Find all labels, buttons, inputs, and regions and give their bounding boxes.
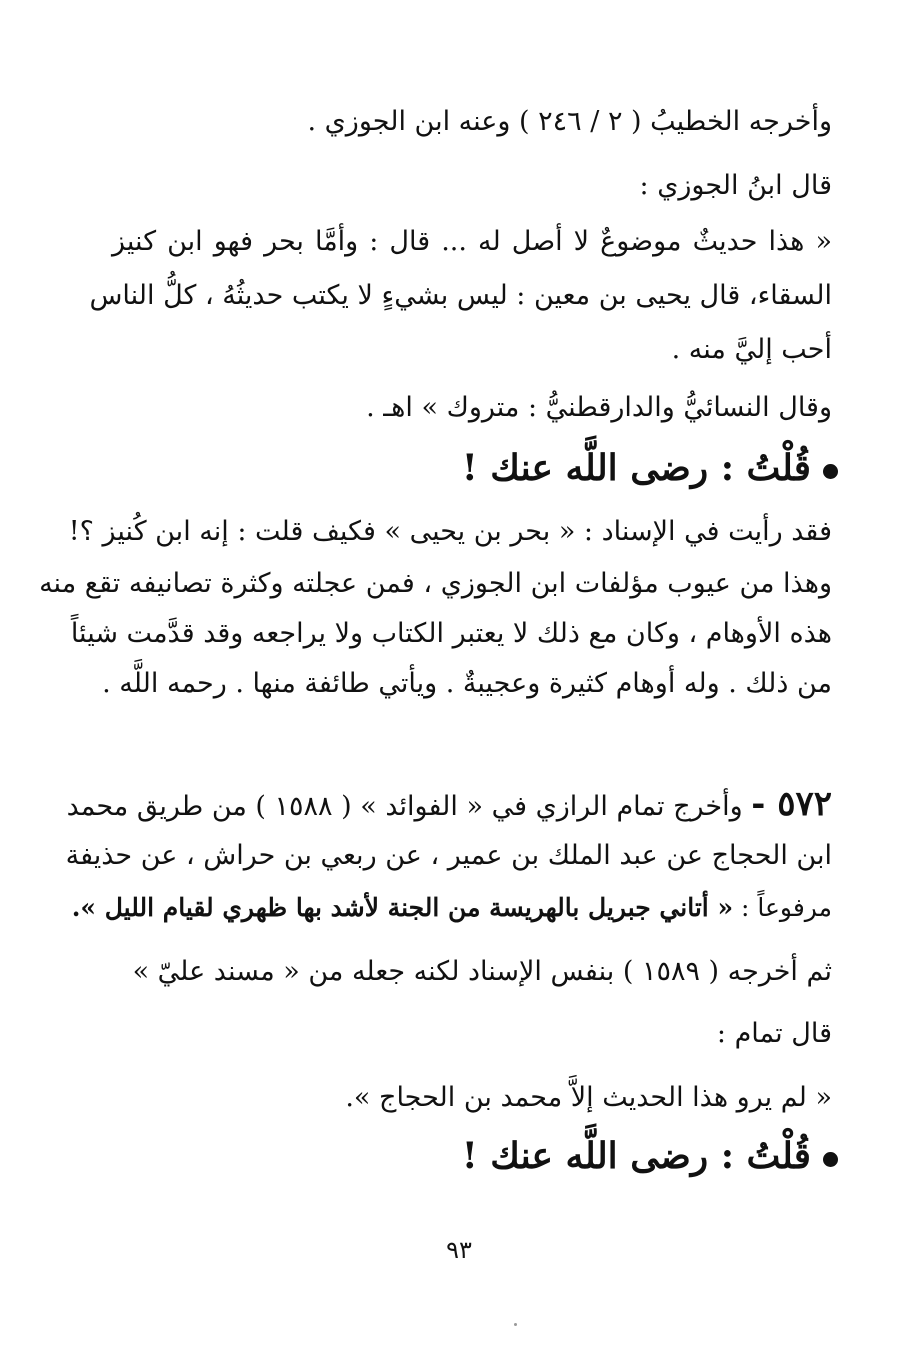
quote-line: « لم يرو هذا الحديث إلاَّ محمد بن الحجاج ». (345, 1082, 832, 1113)
text-line: قال تمام : (716, 1018, 832, 1049)
heading-text: قُلْتُ : رضى اللَّه عنك ! (461, 1135, 811, 1177)
entry-line (72, 888, 832, 928)
text-line: قال ابنُ الجوزي : (639, 170, 832, 201)
section-heading (462, 444, 838, 492)
scan-speck (514, 1323, 517, 1326)
text-line: من ذلك . وله أوهام كثيرة وعجيبةٌ . ويأتي طائفة منها . رحمه اللَّه . (102, 668, 832, 699)
bullet-icon (823, 464, 838, 479)
page-number: ٩٣ (446, 1236, 472, 1264)
text-line: ثم أخرجه ( ١٥٨٩ ) بنفس الإسناد لكنه جعله من « مسند عليّ » (132, 956, 832, 987)
text-line: هذه الأوهام ، وكان مع ذلك لا يعتبر الكتاب ولا يراجعه وقد قدَّمت شيئاً (70, 618, 832, 649)
bullet-icon (823, 1152, 838, 1167)
entry-text: مرفوعاً : (741, 893, 832, 922)
entry-line: ابن الحجاج عن عبد الملك بن عمير ، عن ربعي بن حراش ، عن حذيفة (65, 840, 832, 871)
quote-line: « هذا حديثٌ موضوعٌ لا أصل له ... قال : وأمَّا بحر فهو ابن كنيز (112, 226, 832, 257)
text-line: فقد رأيت في الإسناد : « بحر بن يحيى » فكيف قلت : إنه ابن كُنيز ؟! (68, 516, 832, 547)
entry-line (66, 784, 832, 827)
text-line: وقال النسائيُّ والدارقطنيُّ : متروك » اهـ . (366, 392, 832, 423)
text-line: وهذا من عيوب مؤلفات ابن الجوزي ، فمن عجلته وكثرة تصانيفه تقع منه (39, 568, 832, 599)
heading-text: قُلْتُ : رضى اللَّه عنك ! (461, 447, 811, 489)
quote-line: السقاء، قال يحيى بن معين : ليس بشيءٍ لا يكتب حديثُهُ ، كلُّ الناس (89, 280, 832, 311)
entry-text: وأخرج تمام الرازي في « الفوائد » ( ١٥٨٨ ) من طريق محمد (66, 791, 743, 822)
entry-number: ٥٧٢ - (751, 784, 832, 824)
quote-line: أحب إليَّ منه . (671, 334, 832, 365)
section-heading (462, 1132, 838, 1180)
text-line: وأخرجه الخطيبُ ( ٢ / ٢٤٦ ) وعنه ابن الجوزي . (307, 106, 832, 137)
hadith-text: « أتاني جبريل بالهريسة من الجنة لأشد بها ظهري لقيام الليل ». (71, 893, 734, 922)
